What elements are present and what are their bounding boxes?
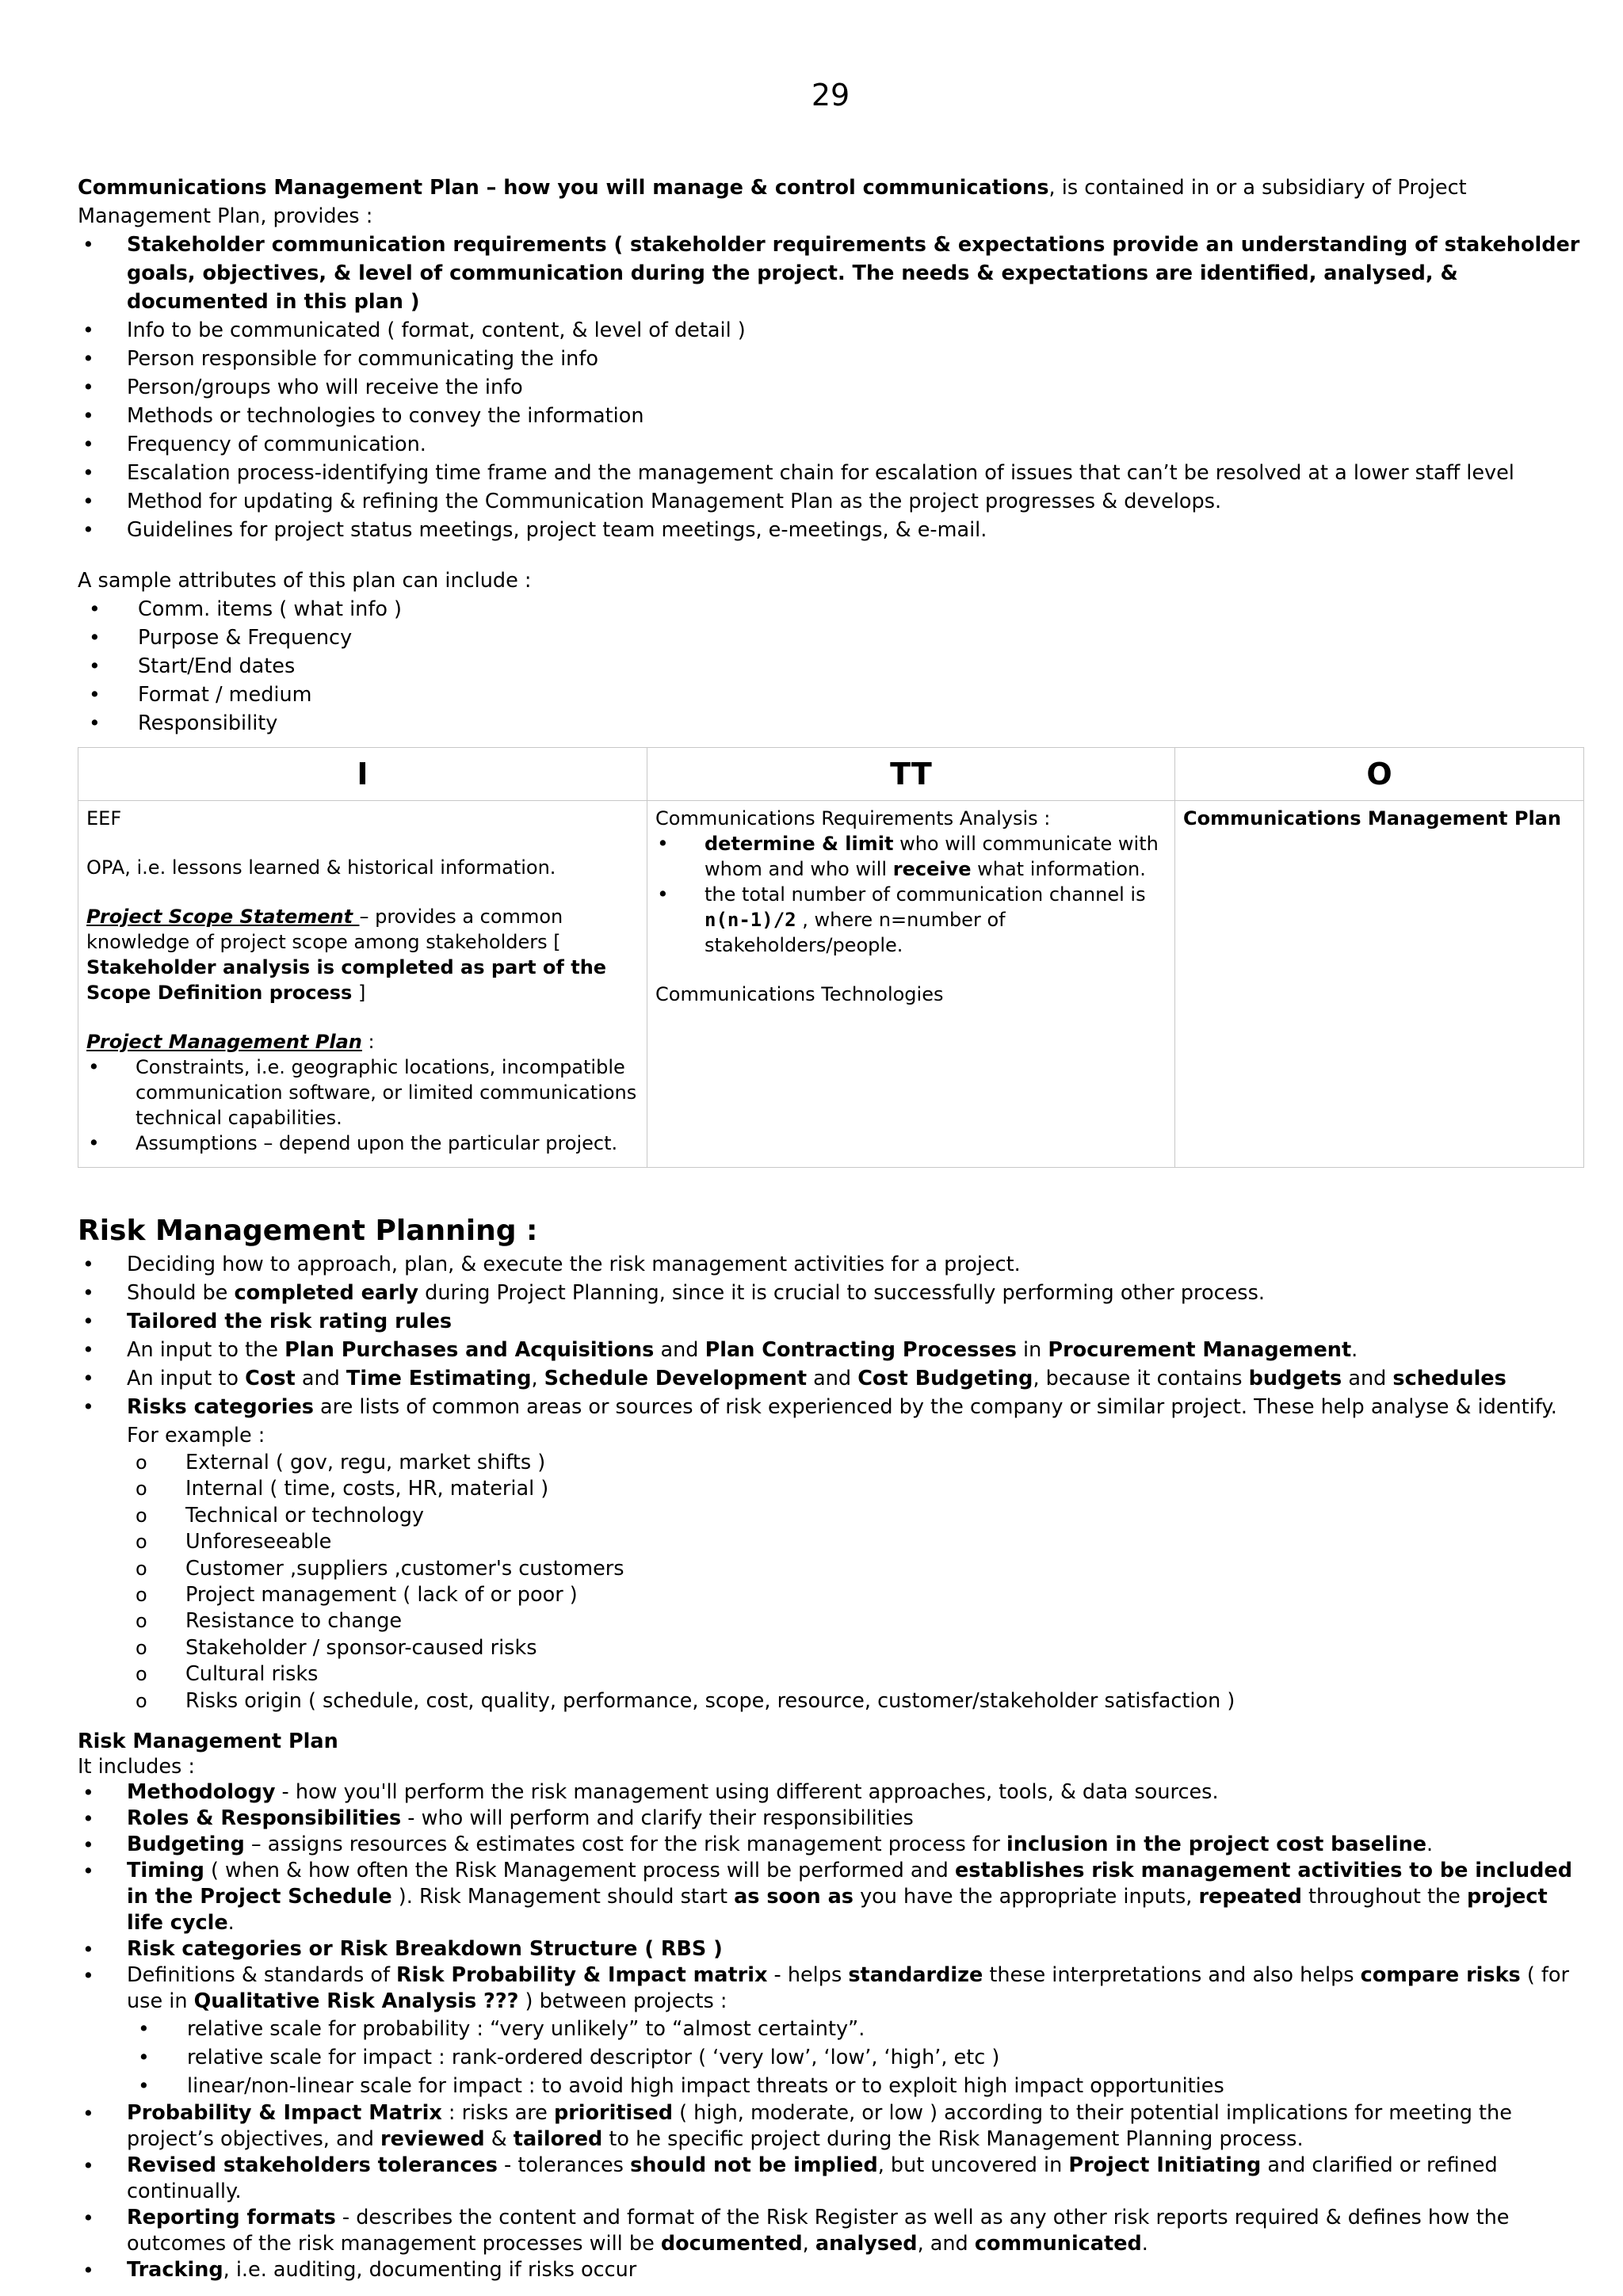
comm-plan-list [78, 231, 1583, 544]
pmp-list [86, 1055, 639, 1156]
opa-text: OPA, i.e. lessons learned & historical information. [86, 856, 556, 879]
list-item: • Guidelines for project status meetings, project team meetings, e-meetings, & e-mail. [78, 516, 1583, 544]
list-item: • Should be completed early during Project Planning, since it is crucial to successfully performing other process. [78, 1279, 1583, 1307]
list-item: • Method for updating & refining the Communication Management Plan as the project progresses & develops. [78, 487, 1583, 516]
list-item: • Person/groups who will receive the info [78, 373, 1583, 402]
list-item: • relative scale for probability : “very unlikely” to “almost certainty”. [78, 2015, 1583, 2043]
list-item: • Risks categories are lists of common areas or sources of risk experienced by the company or similar project. These help analyse & identify. For example : [78, 1393, 1583, 1450]
list-item: • Info to be communicated ( format, content, & level of detail ) [78, 316, 1583, 345]
page-number: 29 [811, 78, 850, 113]
itto-table [78, 747, 1584, 1168]
communications-plan-section [78, 174, 1583, 738]
pmp-title: Project Management Plan : [86, 1031, 375, 1053]
list-item: • Roles & Responsibilities - who will perform and clarify their responsibilities [78, 1806, 1583, 1832]
list-item: • Person responsible for communicating the info [78, 345, 1583, 373]
list-item: • Definitions & standards of Risk Probability & Impact matrix - helps standardize these interpretations and also helps compare risks ( for use in Qualitative Risk Analysis ??? ) between projects : [78, 1962, 1583, 2015]
channel-formula: n(n-1)/2 [705, 909, 796, 931]
risk-plan-includes: It includes : [78, 1755, 195, 1779]
comm-plan-intro: Communications Management Plan – how you will manage & control communications, is contained in or a subsidiary of Project Management Plan, provides : [78, 176, 1467, 228]
list-item: • Revised stakeholders tolerances - tolerances should not be implied, but uncovered in Project Initiating and clarified or refined continually. [78, 2153, 1583, 2205]
risk-plan-title: Risk Management Plan [78, 1730, 338, 1753]
list-item: • Deciding how to approach, plan, & execute the risk management activities for a project. [78, 1250, 1583, 1279]
risk-planning-list [78, 1250, 1583, 1450]
list-item: o Technical or technology [78, 1503, 1583, 1529]
list-item: • Responsibility [78, 709, 1583, 738]
risk-plan-list [78, 1779, 1583, 2015]
list-item: o Risks origin ( schedule, cost, quality, performance, scope, resource, customer/stakeholder satisfaction ) [78, 1688, 1583, 1714]
tools-header: TT [647, 748, 1175, 801]
outputs-header: O [1175, 748, 1584, 801]
list-item: • Probability & Impact Matrix : risks are prioritised ( high, moderate, or low ) according to their potential implications for meeting the project’s objectives, and reviewed & tailored to he specific project during the Risk Management Planning process. [78, 2100, 1583, 2153]
list-item: • Methods or technologies to convey the information [78, 402, 1583, 430]
list-item: o Unforeseeable [78, 1529, 1583, 1555]
list-item: • Start/End dates [78, 652, 1583, 681]
list-item: • determine & limit who will communicate with whom and who will receive what information. [655, 831, 1167, 882]
sample-attributes-list [78, 595, 1583, 738]
requirements-analysis-title: Communications Requirements Analysis : [655, 807, 1051, 830]
risk-planning-heading: Risk Management Planning : [78, 1215, 538, 1247]
list-item: o Internal ( time, costs, HR, material ) [78, 1476, 1583, 1502]
list-item: • Reporting formats - describes the content and format of the Risk Register as well as any other risk reports required & defines how the outcomes of the risk management processes will be documented, analysed, and communicated. [78, 2205, 1583, 2257]
list-item: o External ( gov, regu, market shifts ) [78, 1450, 1583, 1476]
outputs-cell [1175, 801, 1584, 1168]
scope-statement-text: Project Scope Statement – provides a common knowledge of project scope among stakeholders [ Stakeholder analysis is completed as part of the Scope Definition process ] [86, 906, 607, 1004]
communications-technologies: Communications Technologies [655, 983, 944, 1005]
output-plan: Communications Management Plan [1183, 807, 1561, 830]
list-item: o Resistance to change [78, 1608, 1583, 1634]
list-item: • the total number of communication channel is n(n-1)/2 , where n=number of stakeholders/people. [655, 882, 1167, 958]
sample-attributes-intro: A sample attributes of this plan can include : [78, 569, 532, 593]
list-item: • An input to Cost and Time Estimating, Schedule Development and Cost Budgeting, because it contains budgets and schedules [78, 1364, 1583, 1393]
eef-text: EEF [86, 807, 122, 830]
list-item: • Methodology - how you'll perform the risk management using different approaches, tools, & data sources. [78, 1779, 1583, 1806]
list-item: o Cultural risks [78, 1661, 1583, 1688]
requirements-analysis-list [655, 831, 1167, 958]
risk-management-plan-section [78, 1729, 1583, 2283]
risk-plan-list-cont [78, 2100, 1583, 2283]
list-item: o Stakeholder / sponsor-caused risks [78, 1635, 1583, 1661]
list-item: o Customer ,suppliers ,customer's customers [78, 1556, 1583, 1582]
list-item: • linear/non-linear scale for impact : to avoid high impact threats or to exploit high impact opportunities [78, 2072, 1583, 2100]
risk-categories-list [78, 1450, 1583, 1714]
inputs-cell [78, 801, 647, 1168]
list-item: o Project management ( lack of or poor ) [78, 1582, 1583, 1608]
list-item: • Format / medium [78, 681, 1583, 709]
list-item: • relative scale for impact : rank-ordered descriptor ( ‘very low’, ‘low’, ‘high’, etc ) [78, 2043, 1583, 2072]
list-item: • Budgeting – assigns resources & estimates cost for the risk management process for inclusion in the project cost baseline. [78, 1832, 1583, 1858]
risk-planning-section [78, 1250, 1583, 1714]
list-item: • Frequency of communication. [78, 430, 1583, 459]
list-item: • An input to the Plan Purchases and Acquisitions and Plan Contracting Processes in Procurement Management. [78, 1336, 1583, 1364]
list-item: • Escalation process-identifying time frame and the management chain for escalation of issues that can’t be resolved at a lower staff level [78, 459, 1583, 487]
tools-cell [647, 801, 1175, 1168]
list-item: • Assumptions – depend upon the particular project. [86, 1131, 639, 1156]
list-item: • Tracking, i.e. auditing, documenting if risks occur [78, 2257, 1583, 2283]
list-item: • Risk categories or Risk Breakdown Structure ( RBS ) [78, 1936, 1583, 1962]
list-item: • Constraints, i.e. geographic locations, incompatible communication software, or limited communications technical capabilities. [86, 1055, 639, 1131]
list-item: • Purpose & Frequency [78, 624, 1583, 652]
inputs-header: I [78, 748, 647, 801]
list-item: • Comm. items ( what info ) [78, 595, 1583, 624]
list-item: • Tailored the risk rating rules [78, 1307, 1583, 1336]
list-item: • Timing ( when & how often the Risk Management process will be performed and establishes risk management activities to be included in the Project Schedule ). Risk Management should start as soon as you have the appropriate inputs, repeated throughout the project life cycle. [78, 1858, 1583, 1936]
list-item: • Stakeholder communication requirements ( stakeholder requirements & expectations provide an understanding of stakeholder goals, objectives, & level of communication during the project. The needs & expectations are identified, analysed, & documented in this plan ) [78, 231, 1583, 316]
risk-scale-list [78, 2015, 1583, 2100]
